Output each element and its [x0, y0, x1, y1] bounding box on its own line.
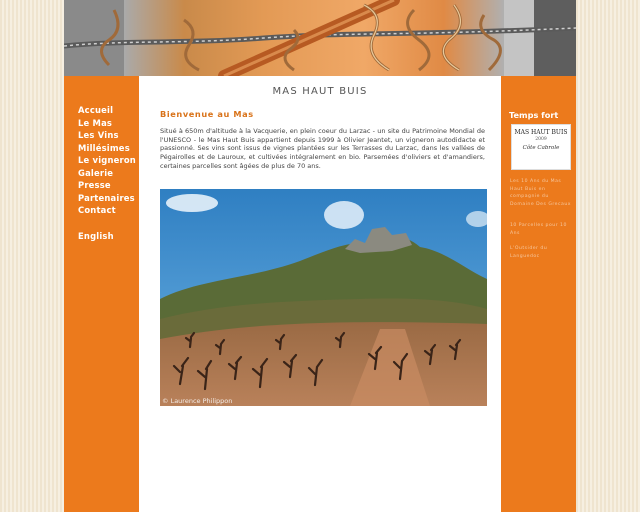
- main-navigation: [78, 104, 136, 242]
- nav-item-millesimes[interactable]: Millésimes: [78, 142, 130, 153]
- site-title: MAS HAUT BUIS: [272, 86, 368, 97]
- vineyard-photo: [160, 189, 487, 406]
- nav-item-le-mas[interactable]: Le Mas: [78, 117, 113, 128]
- vine-branch-illustration: [64, 0, 576, 76]
- wine-label-image[interactable]: [511, 124, 571, 170]
- photo-credit: © Laurence Philippon: [162, 397, 233, 405]
- language-link-english[interactable]: English: [78, 230, 114, 241]
- nav-item-galerie[interactable]: Galerie: [78, 167, 114, 178]
- left-sidebar: [64, 76, 139, 512]
- news-link-outsider[interactable]: L'Outsider du Languedoc: [510, 246, 548, 259]
- nav-item-les-vins[interactable]: Les Vins: [78, 130, 119, 140]
- nav-item-partenaires[interactable]: Partenaires: [78, 192, 135, 203]
- news-link-10-ans[interactable]: Les 10 Ans du Mas Haut Buis en compagnie du Domaine Des Grecaux: [510, 179, 571, 207]
- nav-item-contact[interactable]: Contact: [78, 205, 116, 215]
- nav-item-accueil[interactable]: Accueil: [78, 105, 114, 115]
- wine-label-script: Côte Cabrole: [522, 145, 560, 151]
- wine-label-brand: MAS HAUT BUIS: [514, 129, 568, 136]
- wine-label-year: 2009: [535, 137, 547, 142]
- right-sidebar: [501, 76, 576, 512]
- intro-paragraph: Situé à 650m d'altitude à la Vacquerie, en plein coeur du Larzac - un site du Patrimoine Mondial de l'UNESCO - le Mas Haut Buis appartient depuis 1999 à Olivier Jeantet, un vigneron autodidacte et passionné. Ses vins sont issus de vignes plantées sur les Terrasses du Larzac, dans les vallées de Pégairolles et de Lauroux, et cultivées intégralement en bio. Parsemées d'oliviers et d'amandiers, certaines parcelles sont âgées de plus de 70 ans.: [160, 127, 485, 170]
- welcome-heading: Bienvenue au Mas: [160, 109, 254, 119]
- nav-item-le-vigneron[interactable]: Le vigneron: [78, 155, 136, 165]
- page-container: [64, 0, 576, 512]
- news-link-10-parcelles[interactable]: 10 Parcelles pour 10 Ans: [510, 223, 567, 236]
- header-banner-image: [64, 0, 576, 76]
- nav-item-presse[interactable]: Presse: [78, 180, 111, 190]
- temps-fort-title: Temps fort: [509, 110, 559, 120]
